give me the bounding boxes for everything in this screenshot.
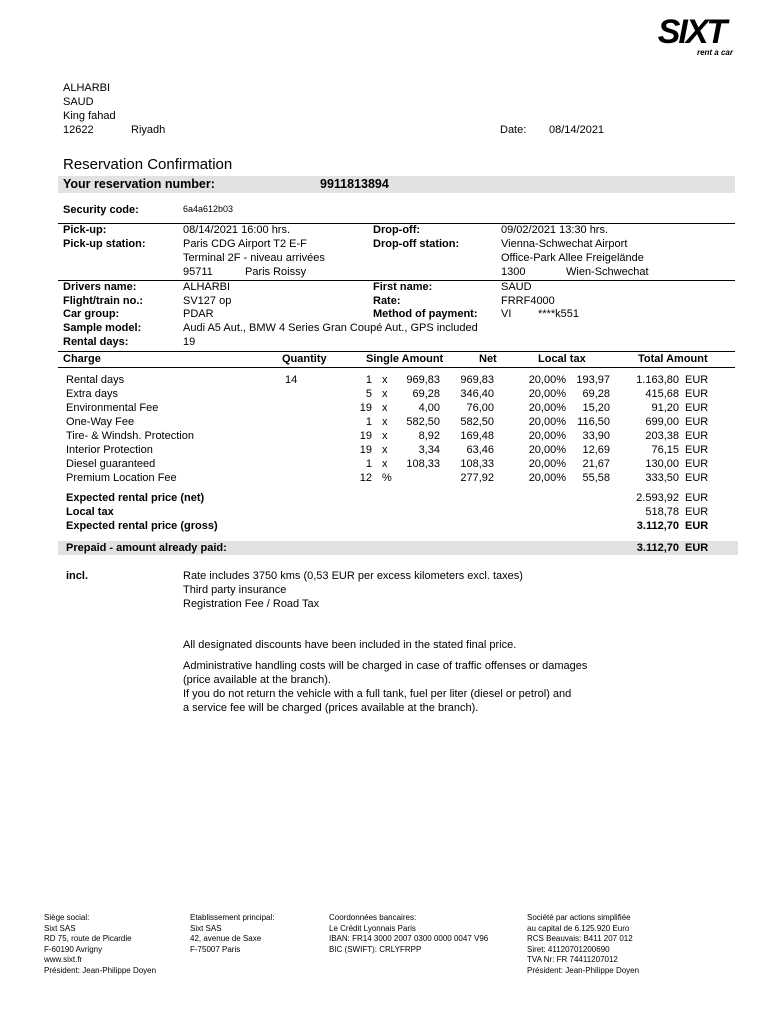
footer-line: 42, avenue de Saxe [190,934,262,944]
header-charge: Charge [63,353,101,365]
address-line3: King fahad [63,110,116,122]
divider [58,351,735,352]
sample-model: Audi A5 Aut., BMW 4 Series Gran Coupé Aut., GPS included [183,322,478,334]
charge-operator: x [382,430,388,442]
summary-gross-currency: EUR [685,520,709,532]
address-line1: ALHARBI [63,82,111,94]
charge-name: Diesel guaranteed [66,458,156,470]
charge-local-tax: 21,67 [582,458,610,470]
charge-total: 333,50 [645,472,679,484]
charge-count: 1 [365,458,372,470]
footer-line: au capital de 6.125.920 Euro [527,923,630,933]
dropoff-value: 09/02/2021 13:30 hrs. [501,224,609,236]
summary-tax-value: 518,78 [645,506,679,518]
charge-tax-rate: 20,00% [528,416,566,428]
charge-total: 1.163,80 [636,374,679,386]
charge-operator: x [382,444,388,456]
logo-tagline: rent a car [696,48,733,57]
charge-count: 5 [365,388,372,400]
charge-tax-rate: 20,00% [528,444,566,456]
charge-total: 699,00 [645,416,679,428]
charge-local-tax: 193,97 [576,374,610,386]
incl-line: Rate includes 3750 kms (0,53 EUR per excess kilometers excl. taxes) [183,570,523,582]
discount-note: All designated discounts have been included in the stated final price. [183,639,517,651]
footer-registered-office [44,913,156,977]
prepaid-label: Prepaid - amount already paid: [66,542,227,554]
dropoff-station-zip: 1300 [501,266,526,278]
footer-line: www.sixt.fr [44,955,83,965]
prepaid-currency: EUR [685,542,709,554]
charge-name: Interior Protection [66,444,153,456]
charge-single-amount: 3,34 [418,444,440,456]
summary-net-value: 2.593,92 [636,492,679,504]
summary-tax-currency: EUR [685,506,709,518]
first-name: SAUD [501,281,532,293]
charge-total: 415,68 [645,388,679,400]
summary-gross-label: Expected rental price (gross) [66,520,218,532]
charge-quantity: 14 [285,374,298,386]
charge-total: 76,15 [651,444,679,456]
charge-net: 169,48 [460,430,494,442]
logo-text: SIXT [657,13,726,51]
sixt-logo [644,14,739,60]
footer-line: Sixt SAS [44,923,76,933]
rental-days-value: 19 [183,336,196,348]
reservation-number: 9911813894 [320,177,389,191]
charge-currency: EUR [685,388,709,400]
pickup-station-city: Paris Roissy [245,266,307,278]
charge-single-amount: 108,33 [406,458,440,470]
footer-line: F-75007 Paris [190,944,241,954]
charge-net: 582,50 [460,416,494,428]
charge-operator: x [382,416,388,428]
sample-model-label: Sample model: [63,322,142,334]
incl-line: Third party insurance [183,584,287,596]
charge-count: 19 [359,430,372,442]
rate-label: Rate: [373,295,401,307]
charge-name: Environmental Fee [66,402,159,414]
charge-net: 969,83 [460,374,494,386]
footer-line: Le Crédit Lyonnais Paris [329,923,416,933]
rental-days-label: Rental days: [63,336,129,348]
charge-currency: EUR [685,416,709,428]
car-group-label: Car group: [63,308,120,320]
footer-line: F-60190 Avrigny [44,944,103,954]
payment-type: VI [501,308,512,320]
footer-line: Siret: 41120701200690 [527,944,610,954]
charge-operator: x [382,388,388,400]
security-code: 6a4a612b03 [183,204,234,214]
charge-local-tax: 116,50 [577,416,610,428]
drivers-name-label: Drivers name: [63,281,137,293]
header-local-tax: Local tax [538,353,586,365]
footer-main-establishment [190,913,274,955]
header-single-amount: Single Amount [366,353,444,365]
address-postcode: 12622 [63,124,94,136]
page-title: Reservation Confirmation [63,156,233,173]
car-group-value: PDAR [183,308,214,320]
charge-count: 19 [359,444,372,456]
charge-single-amount: 4,00 [418,402,440,414]
footer-line: BIC (SWIFT): CRLYFRPP [329,944,422,954]
charge-total: 91,20 [651,402,679,414]
date-label: Date: [500,124,527,136]
pickup-station-label: Pick-up station: [63,238,146,250]
dropoff-station-line2: Office-Park Allee Freigelände [501,252,644,264]
flight-label: Flight/train no.: [63,295,144,307]
charge-name: Premium Location Fee [66,472,177,484]
security-label: Security code: [63,204,139,216]
charge-local-tax: 55,58 [582,472,610,484]
drivers-name: ALHARBI [183,281,231,293]
footer-line: TVA Nr: FR 74411207012 [527,955,618,965]
charge-operator: x [382,458,388,470]
charge-local-tax: 69,28 [582,388,610,400]
charge-currency: EUR [685,444,709,456]
charge-local-tax: 33,90 [582,430,610,442]
charge-net: 108,33 [460,458,494,470]
charge-tax-rate: 20,00% [528,374,566,386]
charge-currency: EUR [685,458,709,470]
payment-label: Method of payment: [373,308,478,320]
charge-total: 130,00 [645,458,679,470]
pickup-label: Pick-up: [63,224,107,236]
charge-single-amount: 69,28 [412,388,440,400]
charge-tax-rate: 20,00% [528,430,566,442]
charge-currency: EUR [685,374,709,386]
summary-net-currency: EUR [685,492,709,504]
footer-line: Sixt SAS [190,923,222,933]
dropoff-label: Drop-off: [373,224,421,236]
charge-net: 346,40 [460,388,494,400]
footer-line: Siège social: [44,913,90,922]
pickup-station-line1: Paris CDG Airport T2 E-F [183,238,307,250]
summary-gross-value: 3.112,70 [636,520,679,532]
charge-net: 76,00 [466,402,494,414]
footer-bank-details [329,913,488,955]
footer-line: Etablissement principal: [190,913,275,922]
header-total-amount: Total Amount [638,353,708,365]
charge-local-tax: 12,69 [582,444,610,456]
charge-operator: % [382,472,392,484]
charge-count: 1 [365,374,372,386]
address-city: Riyadh [131,124,166,136]
charge-single-amount: 582,50 [406,416,440,428]
flight-value: SV127 op [183,295,232,307]
charge-tax-rate: 20,00% [528,388,566,400]
reservation-label: Your reservation number: [63,177,215,191]
charge-name: Tire- & Windsh. Protection [66,430,194,442]
footer-line: IBAN: FR14 3000 2007 0300 0000 0047 V96 [329,934,489,944]
charge-tax-rate: 20,00% [528,458,566,470]
charge-local-tax: 15,20 [582,402,610,414]
prepaid-value: 3.112,70 [636,542,679,554]
summary-tax-label: Local tax [66,506,114,518]
charge-currency: EUR [685,402,709,414]
charge-operator: x [382,402,388,414]
charge-net: 277,92 [460,472,494,484]
summary-net-label: Expected rental price (net) [66,492,205,504]
first-name-label: First name: [373,281,433,293]
charge-currency: EUR [685,472,709,484]
charge-count: 12 [359,472,372,484]
dropoff-station-city: Wien-Schwechat [566,266,649,278]
date-value: 08/14/2021 [549,124,605,136]
dropoff-station-label: Drop-off station: [373,238,460,250]
pickup-station-line2: Terminal 2F - niveau arrivées [183,252,325,264]
footer-company-info [527,913,639,977]
terms-note: a service fee will be charged (prices available at the branch). [183,702,479,714]
charge-total: 203,38 [645,430,679,442]
charge-count: 1 [365,416,372,428]
charge-net: 63,46 [466,444,494,456]
pickup-value: 08/14/2021 16:00 hrs. [183,224,291,236]
charge-tax-rate: 20,00% [528,402,566,414]
incl-line: Registration Fee / Road Tax [183,598,320,610]
incl-label: incl. [66,570,89,582]
charge-name: Extra days [66,388,118,400]
footer-line: Société par actions simplifiée [527,913,631,922]
charge-name: One-Way Fee [66,416,135,428]
footer-line: Coordonnées bancaires: [329,913,417,922]
charge-tax-rate: 20,00% [528,472,566,484]
header-quantity: Quantity [282,353,327,365]
charge-single-amount: 8,92 [418,430,440,442]
footer-line: Président: Jean-Philippe Doyen [44,965,157,975]
charge-name: Rental days [66,374,125,386]
header-net: Net [479,353,497,365]
footer-line: RCS Beauvais: B411 207 012 [527,934,633,944]
footer-line: RD 75, route de Picardie [44,934,132,944]
payment-card: ****k551 [538,308,579,320]
charge-currency: EUR [685,430,709,442]
charge-operator: x [382,374,388,386]
pickup-station-zip: 95711 [183,266,213,278]
terms-note: Administrative handling costs will be charged in case of traffic offenses or damages [183,660,588,672]
divider [58,367,735,368]
address-line2: SAUD [63,96,94,108]
terms-note: (price available at the branch). [183,674,331,686]
terms-note: If you do not return the vehicle with a full tank, fuel per liter (diesel or petrol) and [183,688,572,700]
charge-count: 19 [359,402,372,414]
rate-value: FRRF4000 [501,295,555,307]
footer-line: Président: Jean-Philippe Doyen [527,965,640,975]
dropoff-station-line1: Vienna-Schwechat Airport [501,238,628,250]
charge-single-amount: 969,83 [406,374,440,386]
